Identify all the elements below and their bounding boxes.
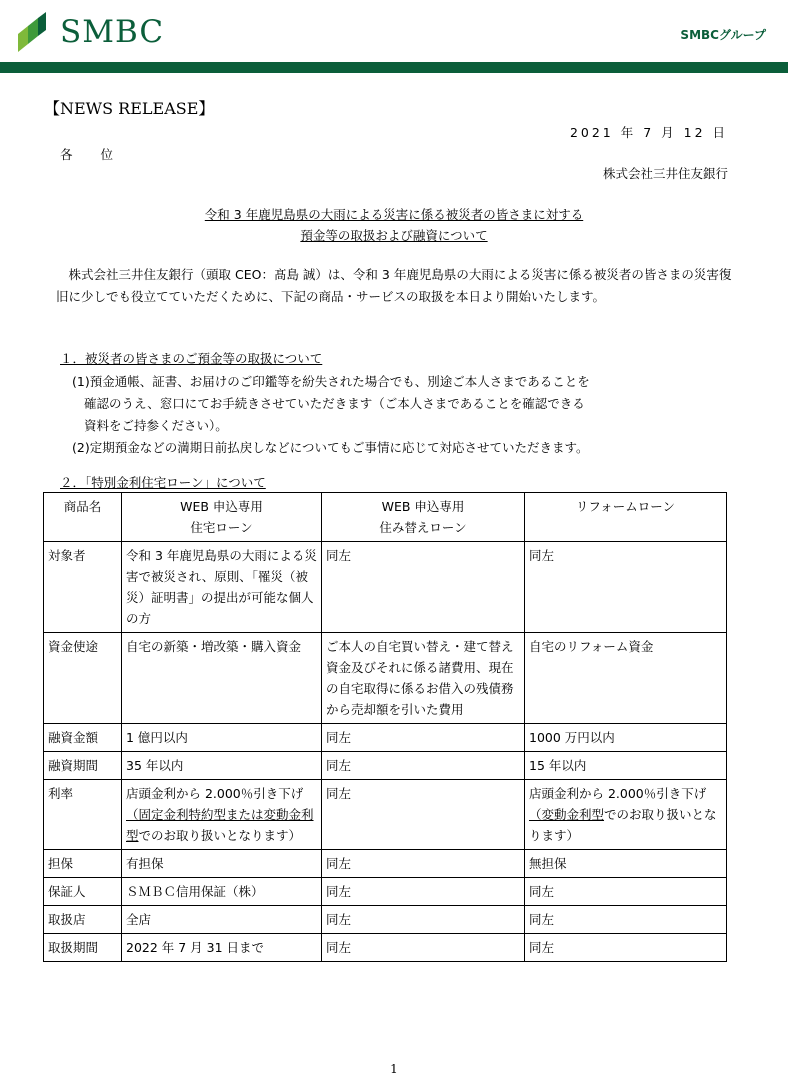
intro-paragraph — [56, 264, 736, 308]
company-name: 株式会社三井住友銀行 — [602, 166, 728, 181]
row-label-guarantor: 保証人 — [44, 878, 122, 906]
cell-target-c2: 同左 — [322, 542, 525, 633]
section1-item2: (2)定期預金などの満期日前払戻しなどについてもご事情に応じて対応させていただきます。 — [72, 440, 589, 455]
cell-guarantor-c3: 同左 — [525, 878, 727, 906]
release-date: 2021 年 7 月 12 日 — [569, 125, 728, 140]
cell-purpose-c3: 自宅のリフォーム資金 — [525, 633, 727, 724]
cell-amount-c3: 1000 万円以内 — [525, 724, 727, 752]
cell-target-c3: 同左 — [525, 542, 727, 633]
section1-item1-line2: 確認のうえ、窓口にてお手続きさせていただきます（ご本人さまであることを確認できる — [84, 396, 585, 411]
cell-branch-c3: 同左 — [525, 906, 727, 934]
table-row — [44, 633, 727, 724]
cell-amount-c1: 1 億円以内 — [122, 724, 322, 752]
news-release-label: 【NEWS RELEASE】 — [44, 99, 215, 118]
cell-branch-c1: 全店 — [122, 906, 322, 934]
smbc-logo-text: SMBC — [60, 14, 165, 50]
smbc-group-link[interactable]: SMBCグループ — [680, 28, 766, 42]
row-label-branch: 取扱店 — [44, 906, 122, 934]
row-label-rate: 利率 — [44, 780, 122, 850]
cell-term-c2: 同左 — [322, 752, 525, 780]
cell-period-c1: 2022 年 7 月 31 日まで — [122, 934, 322, 962]
loan-table — [43, 492, 727, 962]
cell-period-c2: 同左 — [322, 934, 525, 962]
cell-collateral-c1: 有担保 — [122, 850, 322, 878]
cell-term-c1: 35 年以内 — [122, 752, 322, 780]
cell-rate-c2: 同左 — [322, 780, 525, 850]
row-label-term: 融資期間 — [44, 752, 122, 780]
cell-guarantor-c2: 同左 — [322, 878, 525, 906]
smbc-logo-icon — [16, 12, 48, 54]
page-number: 1 — [390, 1062, 398, 1076]
table-row — [44, 850, 727, 878]
section1-heading: １．被災者の皆さまのご預金等の取扱について — [60, 351, 323, 366]
row-label-purpose: 資金使途 — [44, 633, 122, 724]
table-header-row — [44, 493, 727, 542]
table-row — [44, 780, 727, 850]
cell-purpose-c1: 自宅の新築・増改築・購入資金 — [122, 633, 322, 724]
intro-text: 株式会社三井住友銀行（頭取 CEO：髙島 誠）は、令和 3 年鹿児島県の大雨による災害に係る被災者の皆さまの災害復旧に少しでも役立てていただくために、下記の商品・サービスの取扱を本日より開始いたします。 — [56, 267, 732, 304]
cell-guarantor-c1: ＳＭＢＣ信用保証（株） — [122, 878, 322, 906]
cell-collateral-c2: 同左 — [322, 850, 525, 878]
row-label-target: 対象者 — [44, 542, 122, 633]
header-web-housing-loan: WEB 申込専用 住宅ローン — [122, 493, 322, 542]
cell-period-c3: 同左 — [525, 934, 727, 962]
row-label-period: 取扱期間 — [44, 934, 122, 962]
table-row — [44, 934, 727, 962]
cell-rate-c3: 店頭金利から 2.000％引き下げ （変動金利型でのお取り扱いとなります） — [525, 780, 727, 850]
row-label-amount: 融資金額 — [44, 724, 122, 752]
cell-rate-c1: 店頭金利から 2.000％引き下げ （固定金利特約型または変動金利型でのお取り扱いとなります） — [122, 780, 322, 850]
table-row — [44, 724, 727, 752]
table-row — [44, 906, 727, 934]
release-title-line2: 預金等の取扱および融資について — [300, 228, 488, 243]
row-label-collateral: 担保 — [44, 850, 122, 878]
cell-collateral-c3: 無担保 — [525, 850, 727, 878]
table-row — [44, 878, 727, 906]
cell-branch-c2: 同左 — [322, 906, 525, 934]
page-header — [0, 0, 788, 62]
table-row — [44, 542, 727, 633]
header-green-bar — [0, 62, 788, 73]
cell-amount-c2: 同左 — [322, 724, 525, 752]
section2-heading: ２．「特別金利住宅ローン」について — [60, 475, 266, 490]
release-title-line1: 令和 3 年鹿児島県の大雨による災害に係る被災者の皆さまに対する — [204, 207, 584, 222]
cell-target-c1: 令和 3 年鹿児島県の大雨による災害で被災され、原則、「罹災（被災）証明書」の提出が可能な個人の方 — [122, 542, 322, 633]
section1-item1-line3: 資料をご持参ください）。 — [84, 418, 228, 433]
cell-purpose-c2: ご本人の自宅買い替え・建て替え資金及びそれに係る諸費用、現在の自宅取得に係るお借入の残債務から売却額を引いた費用 — [322, 633, 525, 724]
table-row — [44, 752, 727, 780]
recipient: 各 位 — [60, 147, 125, 162]
section1-item1-line1: (1)預金通帳、証書、お届けのご印鑑等を紛失された場合でも、別途ご本人さまであることを — [72, 374, 590, 389]
header-web-relocation-loan: WEB 申込専用 住み替えローン — [322, 493, 525, 542]
header-product: 商品名 — [44, 493, 122, 542]
cell-term-c3: 15 年以内 — [525, 752, 727, 780]
header-reform-loan: リフォームローン — [525, 493, 727, 542]
